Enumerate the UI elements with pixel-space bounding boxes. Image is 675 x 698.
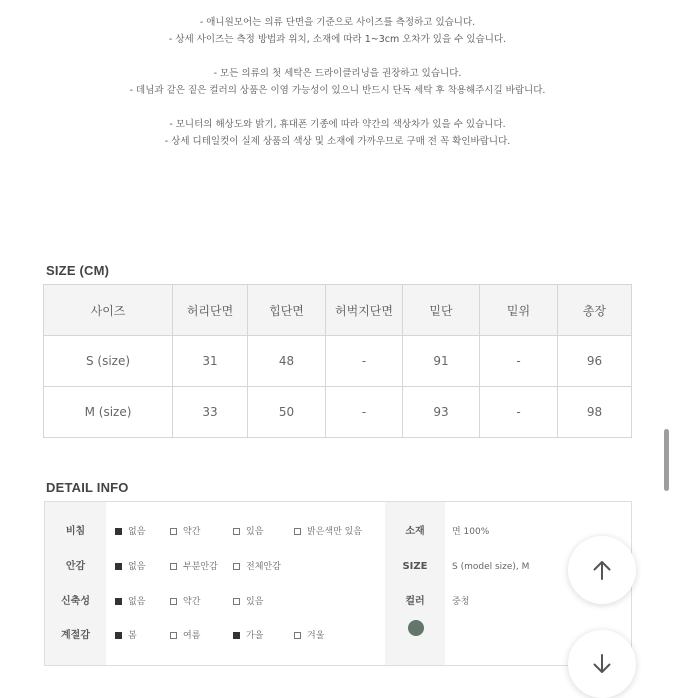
checkbox-checked [233, 632, 240, 639]
checkbox-checked [115, 598, 122, 605]
size-cell: - [326, 336, 403, 387]
size-table [43, 284, 632, 438]
detail-option [115, 619, 137, 653]
checkbox-checked [115, 528, 122, 535]
size-header-cell: 사이즈 [44, 285, 173, 336]
detail-label: SIZE [402, 561, 428, 572]
detail-label: 컬러 [405, 596, 425, 607]
table-row [44, 387, 632, 438]
detail-row [45, 619, 631, 653]
detail-row [45, 515, 631, 549]
detail-label: 비침 [65, 526, 86, 537]
checkbox-unchecked [294, 528, 301, 535]
size-header-cell: 총장 [558, 285, 632, 336]
detail-option-label: 가을 [246, 631, 264, 641]
checkbox-unchecked [294, 632, 301, 639]
detail-option-label: 없음 [128, 527, 146, 537]
scroll-bottom-button[interactable] [568, 630, 636, 698]
detail-option [170, 619, 200, 653]
notice-line: - 상세 디테일컷이 실제 상품의 색상 및 소재에 가까우므로 구매 전 꼭 확인바랍니다. [164, 136, 511, 147]
detail-option [170, 585, 200, 619]
size-cell: 50 [248, 387, 326, 438]
detail-option [294, 515, 362, 549]
detail-option-label: 없음 [128, 597, 146, 607]
size-section-title: SIZE (CM) [46, 263, 110, 278]
size-header-cell: 허벅지단면 [326, 285, 403, 336]
detail-option [170, 550, 218, 584]
detail-option-label: 부분안감 [183, 562, 218, 572]
scroll-top-button[interactable] [568, 536, 636, 604]
detail-label: 안감 [65, 561, 86, 572]
size-cell: - [480, 387, 558, 438]
table-row [44, 336, 632, 387]
detail-option-label: 봄 [128, 631, 137, 641]
detail-option [115, 585, 145, 619]
detail-option [233, 585, 263, 619]
size-cell: S (size) [44, 336, 173, 387]
detail-option-label: 겨울 [307, 631, 325, 641]
arrow-down-icon [590, 652, 614, 676]
size-table-header-row [44, 285, 632, 336]
detail-label: 신축성 [61, 596, 90, 607]
notice-line: - 데님과 같은 짙은 컬러의 상품은 이염 가능성이 있으니 반드시 단독 세탁 후 착용해주시길 바랍니다. [129, 85, 546, 96]
detail-option [170, 515, 200, 549]
size-cell: - [480, 336, 558, 387]
size-cell: - [326, 387, 403, 438]
notice-line: - 모니터의 해상도와 밝기, 휴대폰 기종에 따라 약간의 색상차가 있을 수 있습니다. [169, 119, 506, 130]
checkbox-unchecked [233, 528, 240, 535]
detail-option-label: 약간 [183, 597, 201, 607]
checkbox-unchecked [170, 632, 177, 639]
detail-option-label: 없음 [128, 562, 146, 572]
size-cell: 48 [248, 336, 326, 387]
checkbox-unchecked [170, 598, 177, 605]
detail-value: 중청 [452, 597, 470, 607]
detail-value: S (model size), M [452, 562, 530, 572]
detail-row [45, 550, 631, 584]
notice-line: - 모든 의류의 첫 세탁은 드라이클리닝을 권장하고 있습니다. [213, 68, 462, 79]
detail-label: 계절감 [61, 630, 90, 641]
detail-option [294, 619, 324, 653]
detail-section-title: DETAIL INFO [46, 480, 129, 495]
checkbox-unchecked [233, 598, 240, 605]
detail-option [233, 550, 281, 584]
size-header-cell: 힙단면 [248, 285, 326, 336]
detail-label: 소재 [405, 526, 425, 537]
detail-row [45, 585, 631, 619]
detail-option-label: 있음 [246, 597, 264, 607]
size-cell: 31 [173, 336, 248, 387]
notice-line: - 상세 사이즈는 측정 방법과 위치, 소재에 따라 1~3cm 오차가 있을 수 있습니다. [168, 34, 507, 45]
color-swatch [408, 620, 424, 636]
size-header-cell: 허리단면 [173, 285, 248, 336]
detail-option-label: 있음 [246, 527, 264, 537]
checkbox-unchecked [170, 563, 177, 570]
size-header-cell: 밑단 [403, 285, 480, 336]
detail-option-label: 밝은색만 있음 [307, 527, 363, 537]
detail-option-label: 약간 [183, 527, 201, 537]
checkbox-checked [115, 563, 122, 570]
notice-line: - 애니원모어는 의류 단면을 기준으로 사이즈를 측정하고 있습니다. [199, 17, 476, 28]
scrollbar-thumb[interactable] [664, 429, 669, 491]
notice-group [0, 116, 675, 150]
size-cell: 93 [403, 387, 480, 438]
size-header-cell: 밑위 [480, 285, 558, 336]
notice-group [0, 14, 675, 48]
size-cell: 98 [558, 387, 632, 438]
detail-value: 면 100% [452, 527, 490, 537]
size-cell: M (size) [44, 387, 173, 438]
notice-list [0, 14, 675, 167]
detail-option [233, 515, 263, 549]
detail-option [233, 619, 263, 653]
size-cell: 33 [173, 387, 248, 438]
detail-option [115, 550, 145, 584]
size-cell: 96 [558, 336, 632, 387]
checkbox-unchecked [233, 563, 240, 570]
checkbox-checked [115, 632, 122, 639]
checkbox-unchecked [170, 528, 177, 535]
detail-option [115, 515, 145, 549]
detail-option-label: 전체안감 [246, 562, 281, 572]
size-cell: 91 [403, 336, 480, 387]
notice-group [0, 65, 675, 99]
detail-info-panel [44, 501, 632, 666]
arrow-up-icon [590, 558, 614, 582]
detail-option-label: 여름 [183, 631, 201, 641]
